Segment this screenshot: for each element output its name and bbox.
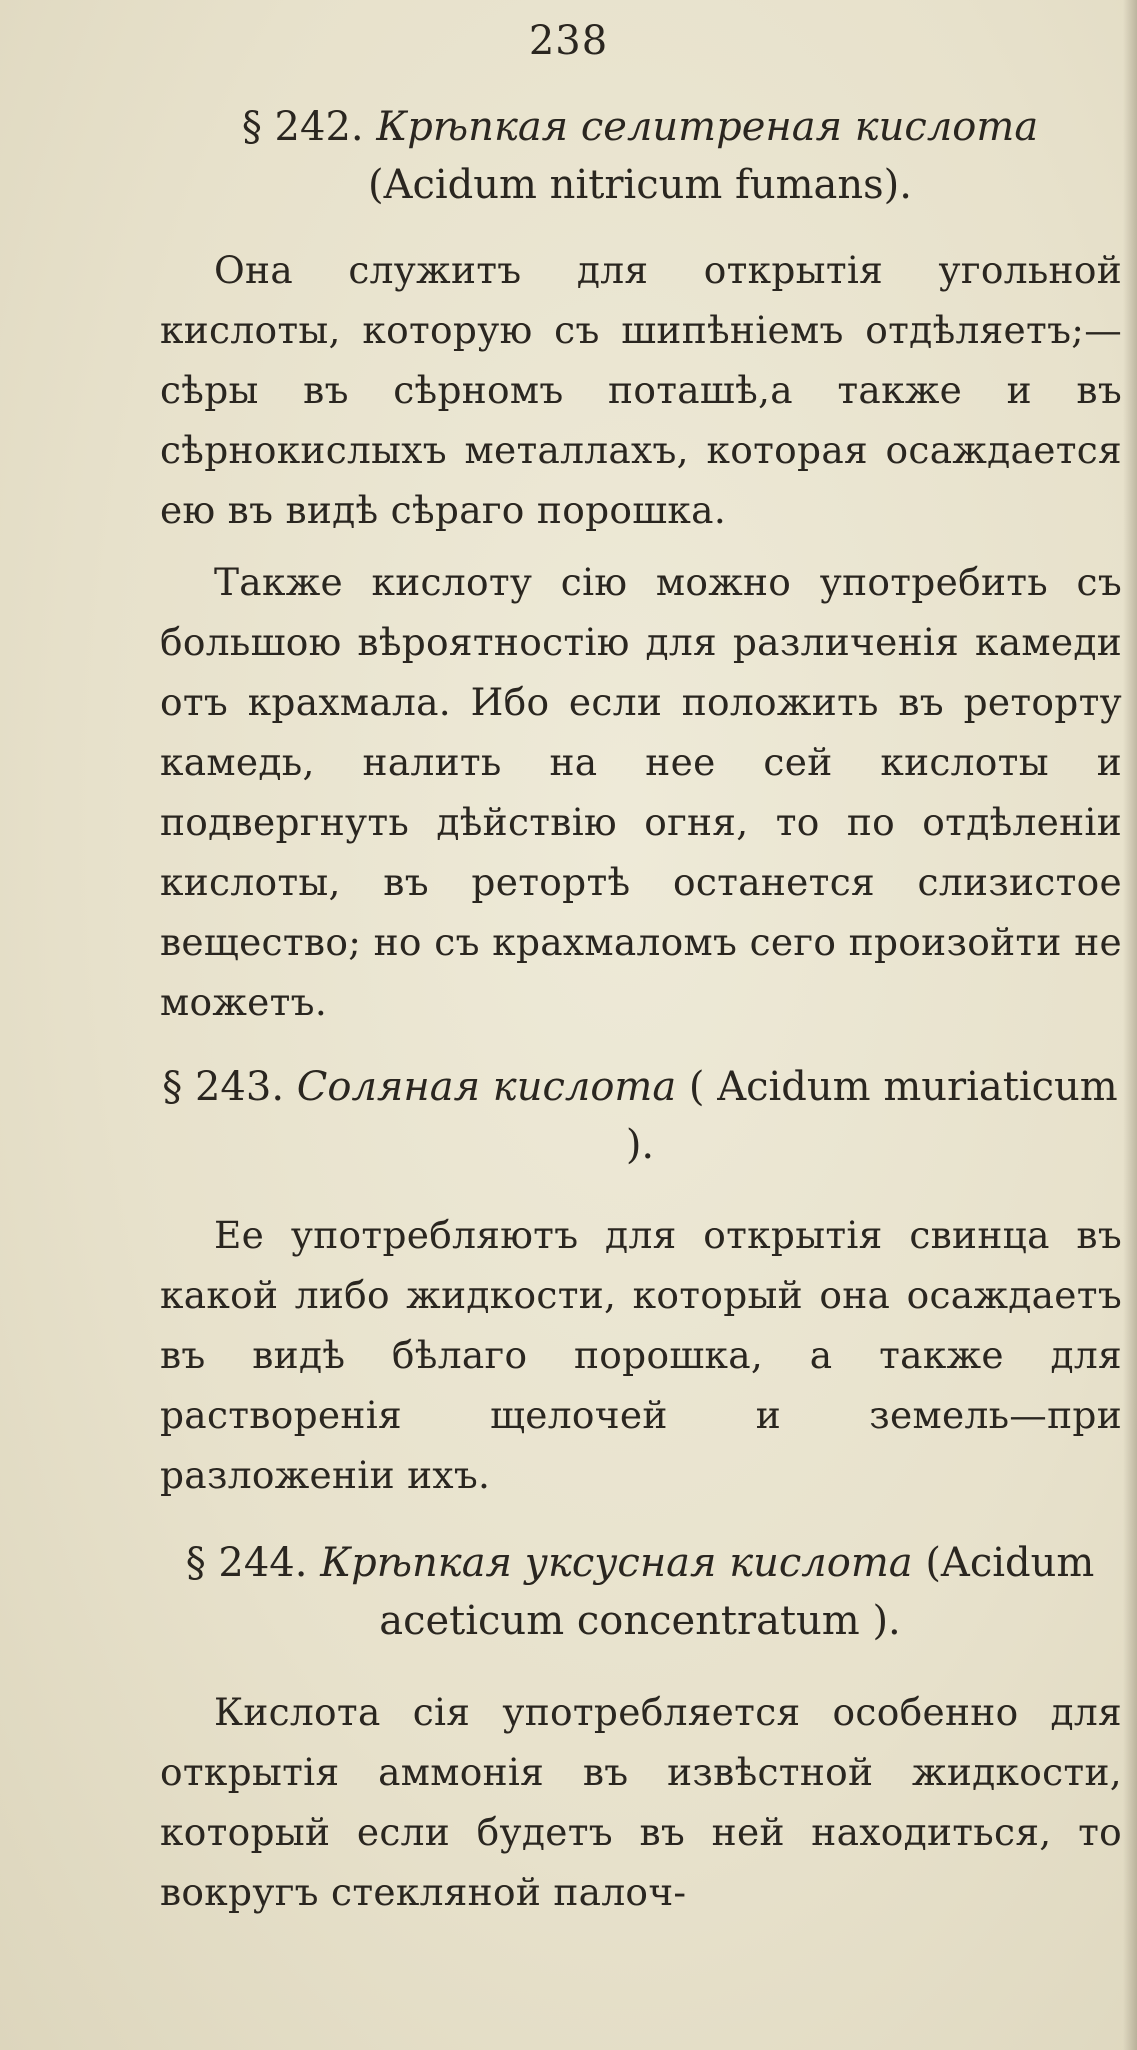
- section-latin-name: (Acidum aceticum concentratum ).: [379, 1540, 1095, 1644]
- page-number: 238: [528, 18, 609, 64]
- page-edge-shadow: [1123, 0, 1137, 2050]
- paragraph-text: Ее употребляютъ для открытія свинца въ какой либо жидкости, который она осаждаетъ въ видѣ бѣлаго порошка, а также для растворенія щелочей и земель—при разложеніи ихъ.: [160, 1213, 1122, 1497]
- section-title: Крѣпкая селитреная кислота: [376, 104, 1039, 150]
- section-243-paragraph-1: [160, 1205, 1122, 1505]
- section-244-paragraph-1: [160, 1682, 1122, 1922]
- section-number: § 243.: [162, 1064, 285, 1110]
- section-242-paragraph-2: [160, 552, 1122, 1032]
- section-number: § 244.: [185, 1540, 308, 1586]
- section-title: Соляная кислота: [296, 1064, 677, 1110]
- section-243-heading: [160, 1058, 1120, 1174]
- section-number: § 242.: [241, 104, 364, 150]
- section-title: Крѣпкая уксусная кислота: [320, 1540, 913, 1586]
- section-242-paragraph-1: [160, 240, 1122, 540]
- paragraph-text: Кислота сія употребляется особенно для открытія аммонія въ извѣстной жидкости, который если будетъ въ ней находиться, то вокругъ стекляной палоч-: [160, 1690, 1122, 1914]
- paragraph-text: Она служитъ для открытія угольной кислоты, которую съ шипѣніемъ отдѣляетъ;—сѣры въ сѣрномъ поташѣ,а также и въ сѣрнокислыхъ металлахъ, которая осаждается ею въ видѣ сѣраго порошка.: [160, 248, 1122, 532]
- section-latin-name: ( Acidum muriaticum ).: [625, 1064, 1118, 1168]
- paragraph-text: Также кислоту сію можно употребить съ большою вѣроятностію для различенія камеди отъ крахмала. Ибо если положить въ реторту камедь, налить на нее сей кислоты и подвергнуть дѣйствію огня, то по отдѣленіи кислоты, въ ретортѣ останется слизистое вещество; но съ крахмаломъ сего произойти не можетъ.: [160, 560, 1122, 1024]
- section-244-heading: [160, 1534, 1120, 1650]
- section-242-heading: [160, 98, 1120, 214]
- section-latin-name: (Acidum nitricum fumans).: [367, 162, 912, 208]
